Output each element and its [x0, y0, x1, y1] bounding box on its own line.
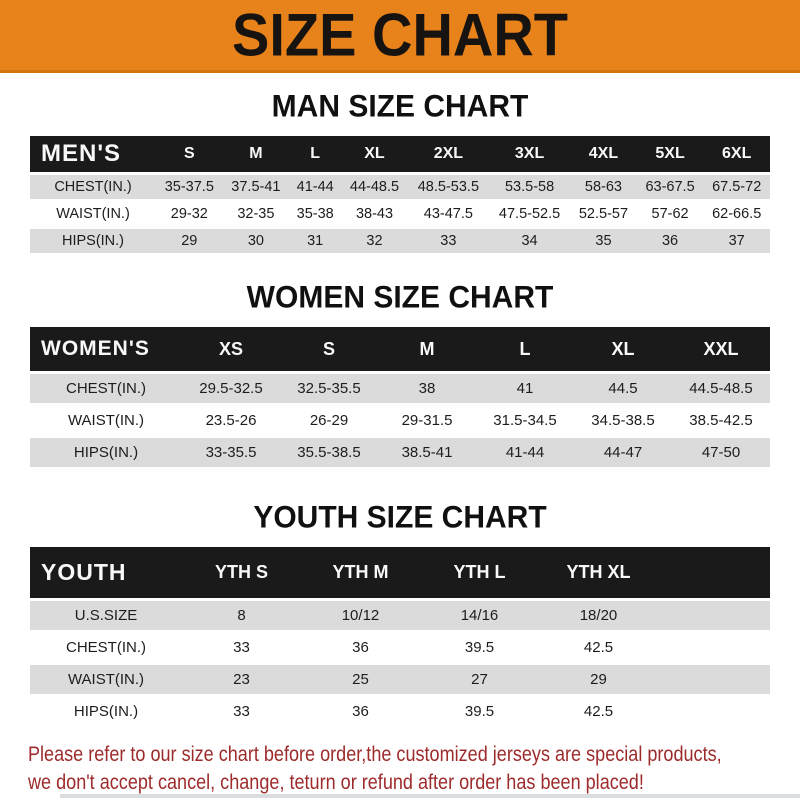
size-column-header: XL — [574, 327, 672, 373]
size-column-header: YTH L — [420, 547, 539, 600]
women-size-section — [0, 281, 800, 470]
measurement-row — [30, 664, 770, 696]
size-value-cell: 47-50 — [672, 437, 770, 469]
row-label-cell: U.S.SIZE — [30, 600, 182, 632]
size-value-cell: 29 — [156, 228, 223, 255]
size-value-cell: 33 — [408, 228, 489, 255]
row-label-cell: WAIST(IN.) — [30, 664, 182, 696]
size-column-header: M — [378, 327, 476, 373]
filler-cell — [658, 547, 770, 600]
size-value-cell: 33 — [182, 696, 301, 728]
measurement-row — [30, 600, 770, 632]
size-column-header: XXL — [672, 327, 770, 373]
size-value-cell: 63-67.5 — [637, 174, 704, 201]
size-value-cell: 36 — [301, 696, 420, 728]
size-value-cell: 62-66.5 — [703, 201, 770, 228]
size-value-cell: 33-35.5 — [182, 437, 280, 469]
size-value-cell: 47.5-52.5 — [489, 201, 570, 228]
filler-cell — [658, 696, 770, 728]
size-value-cell: 23.5-26 — [182, 405, 280, 437]
size-value-cell: 26-29 — [280, 405, 378, 437]
size-column-header: XS — [182, 327, 280, 373]
measurement-row — [30, 201, 770, 228]
size-value-cell: 29-31.5 — [378, 405, 476, 437]
filler-cell — [658, 632, 770, 664]
size-value-cell: 35.5-38.5 — [280, 437, 378, 469]
size-chart-banner — [0, 0, 800, 73]
bottom-edge-line — [60, 794, 800, 798]
size-value-cell: 23 — [182, 664, 301, 696]
size-value-cell: 29 — [539, 664, 658, 696]
size-value-cell: 37 — [703, 228, 770, 255]
size-value-cell: 41-44 — [289, 174, 341, 201]
youth-size-table-body — [30, 600, 770, 728]
man-size-heading: MAN SIZE CHART — [271, 89, 529, 124]
filler-cell — [658, 664, 770, 696]
man-size-section — [0, 90, 800, 256]
size-column-header: 3XL — [489, 136, 570, 174]
size-value-cell: 34.5-38.5 — [574, 405, 672, 437]
size-value-cell: 38.5-42.5 — [672, 405, 770, 437]
table-corner-label: MEN'S — [30, 136, 156, 174]
youth-size-section — [0, 501, 800, 729]
size-value-cell: 41-44 — [476, 437, 574, 469]
size-value-cell: 29.5-32.5 — [182, 373, 280, 405]
size-column-header: S — [280, 327, 378, 373]
size-value-cell: 34 — [489, 228, 570, 255]
size-value-cell: 44-47 — [574, 437, 672, 469]
size-value-cell: 39.5 — [420, 632, 539, 664]
size-value-cell: 32-35 — [223, 201, 290, 228]
row-label-cell: HIPS(IN.) — [30, 437, 182, 469]
size-value-cell: 32 — [341, 228, 408, 255]
size-value-cell: 31.5-34.5 — [476, 405, 574, 437]
measurement-row — [30, 696, 770, 728]
size-value-cell: 35-38 — [289, 201, 341, 228]
size-header-row — [30, 327, 770, 373]
measurement-row — [30, 373, 770, 405]
table-corner-label: WOMEN'S — [30, 327, 182, 373]
size-column-header: YTH XL — [539, 547, 658, 600]
size-column-header: 2XL — [408, 136, 489, 174]
table-corner-label: YOUTH — [30, 547, 182, 600]
women-size-heading: WOMEN SIZE CHART — [246, 280, 554, 315]
row-label-cell: CHEST(IN.) — [30, 174, 156, 201]
size-value-cell: 67.5-72 — [703, 174, 770, 201]
size-column-header: 5XL — [637, 136, 704, 174]
disclaimer-line-1: Please refer to our size chart before order,the customized jerseys are special products, — [28, 742, 722, 766]
size-value-cell: 33 — [182, 632, 301, 664]
size-value-cell: 29-32 — [156, 201, 223, 228]
measurement-row — [30, 437, 770, 469]
size-header-row — [30, 547, 770, 600]
size-value-cell: 43-47.5 — [408, 201, 489, 228]
man-size-table-body — [30, 174, 770, 255]
size-value-cell: 39.5 — [420, 696, 539, 728]
size-value-cell: 37.5-41 — [223, 174, 290, 201]
size-column-header: 6XL — [703, 136, 770, 174]
row-label-cell: HIPS(IN.) — [30, 228, 156, 255]
row-label-cell: HIPS(IN.) — [30, 696, 182, 728]
filler-cell — [658, 600, 770, 632]
size-column-header: M — [223, 136, 290, 174]
size-value-cell: 31 — [289, 228, 341, 255]
size-value-cell: 58-63 — [570, 174, 637, 201]
size-value-cell: 52.5-57 — [570, 201, 637, 228]
size-value-cell: 41 — [476, 373, 574, 405]
size-column-header: YTH M — [301, 547, 420, 600]
row-label-cell: CHEST(IN.) — [30, 373, 182, 405]
measurement-row — [30, 228, 770, 255]
size-value-cell: 36 — [301, 632, 420, 664]
size-value-cell: 42.5 — [539, 632, 658, 664]
size-value-cell: 36 — [637, 228, 704, 255]
size-column-header: XL — [341, 136, 408, 174]
size-chart-content — [0, 90, 800, 797]
size-value-cell: 8 — [182, 600, 301, 632]
size-value-cell: 32.5-35.5 — [280, 373, 378, 405]
disclaimer-line-2: we don't accept cancel, change, teturn or refund after order has been placed! — [28, 770, 644, 795]
size-value-cell: 44.5 — [574, 373, 672, 405]
size-column-header: L — [476, 327, 574, 373]
size-value-cell: 44.5-48.5 — [672, 373, 770, 405]
row-label-cell: CHEST(IN.) — [30, 632, 182, 664]
row-label-cell: WAIST(IN.) — [30, 201, 156, 228]
size-column-header: 4XL — [570, 136, 637, 174]
size-value-cell: 38 — [378, 373, 476, 405]
banner-title: SIZE CHART — [232, 0, 568, 69]
size-value-cell: 10/12 — [301, 600, 420, 632]
measurement-row — [30, 174, 770, 201]
women-size-table-body — [30, 373, 770, 469]
size-value-cell: 57-62 — [637, 201, 704, 228]
size-value-cell: 53.5-58 — [489, 174, 570, 201]
women-size-table — [30, 327, 770, 470]
size-value-cell: 42.5 — [539, 696, 658, 728]
size-value-cell: 18/20 — [539, 600, 658, 632]
measurement-row — [30, 405, 770, 437]
size-column-header: YTH S — [182, 547, 301, 600]
youth-size-heading: YOUTH SIZE CHART — [253, 500, 547, 535]
size-value-cell: 38-43 — [341, 201, 408, 228]
size-header-row — [30, 136, 770, 174]
size-value-cell: 14/16 — [420, 600, 539, 632]
size-value-cell: 35 — [570, 228, 637, 255]
man-size-table — [30, 136, 770, 256]
size-column-header: S — [156, 136, 223, 174]
size-value-cell: 44-48.5 — [341, 174, 408, 201]
disclaimer-text — [28, 740, 800, 797]
size-value-cell: 25 — [301, 664, 420, 696]
size-column-header: L — [289, 136, 341, 174]
size-value-cell: 27 — [420, 664, 539, 696]
size-value-cell: 38.5-41 — [378, 437, 476, 469]
youth-size-table — [30, 547, 770, 729]
size-value-cell: 48.5-53.5 — [408, 174, 489, 201]
measurement-row — [30, 632, 770, 664]
size-value-cell: 35-37.5 — [156, 174, 223, 201]
row-label-cell: WAIST(IN.) — [30, 405, 182, 437]
size-value-cell: 30 — [223, 228, 290, 255]
